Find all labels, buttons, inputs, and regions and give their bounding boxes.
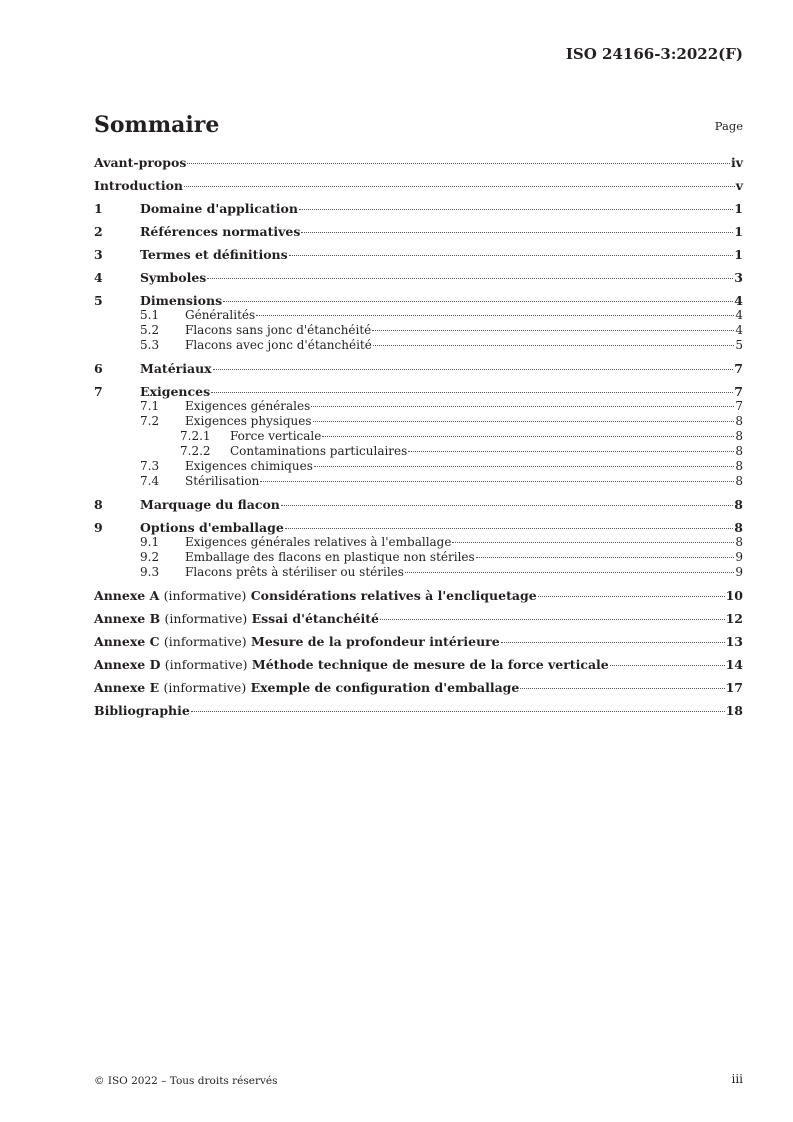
toc-entry-9-2[interactable]: [94, 550, 743, 565]
toc-entry-5[interactable]: [94, 293, 743, 308]
dot-leader: [520, 688, 724, 689]
toc-entry-4[interactable]: [94, 270, 743, 285]
toc-entry-label: [94, 634, 500, 649]
dot-leader: [211, 392, 733, 393]
toc-entry-6[interactable]: [94, 361, 743, 376]
annex-title: Méthode technique de mesure de la force verticale: [251, 657, 609, 672]
dot-leader: [281, 505, 733, 506]
dot-leader: [405, 572, 734, 573]
toc-entry-page: 8: [735, 429, 743, 443]
dot-leader: [501, 642, 725, 643]
toc-entry-page: 18: [725, 703, 743, 718]
dot-leader: [207, 278, 733, 279]
toc-entry-label: Bibliographie: [94, 703, 190, 718]
toc-entry-annex-a[interactable]: [94, 588, 743, 603]
toc-entry-page: 13: [725, 634, 743, 649]
toc-entry-9-3[interactable]: [94, 565, 743, 580]
toc-entry-page: 8: [735, 474, 743, 488]
toc-entry-page: 8: [734, 520, 743, 535]
dot-leader: [452, 542, 734, 543]
toc-entry-3[interactable]: [94, 247, 743, 262]
toc-entry-page: 4: [734, 293, 743, 308]
toc-entry-number: 6: [94, 361, 103, 376]
annex-label: Annexe A: [94, 588, 160, 603]
dot-leader: [260, 481, 734, 482]
annex-label: Annexe C: [94, 634, 160, 649]
toc-entry-page: 8: [735, 444, 743, 458]
toc-entry-7-2[interactable]: [94, 414, 743, 429]
toc-entry-label: Options d'emballage: [140, 520, 284, 535]
toc-entry-page: 8: [735, 535, 743, 549]
annex-label: Annexe B: [94, 611, 161, 626]
toc-entry-annex-e[interactable]: [94, 680, 743, 695]
toc-entry-number: 7.2.1: [180, 429, 211, 443]
toc-entry-page: 14: [725, 657, 743, 672]
dot-leader: [476, 557, 735, 558]
dot-leader: [373, 345, 735, 346]
toc-entry-8[interactable]: [94, 497, 743, 512]
toc-entry-number: 7.1: [140, 399, 160, 413]
toc-entry-label: Flacons sans jonc d'étanchéité: [185, 323, 372, 337]
toc-entry-7[interactable]: [94, 384, 743, 399]
table-of-contents: [94, 155, 743, 718]
toc-entry-page: 8: [734, 497, 743, 512]
toc-entry-number: 9.2: [140, 550, 160, 564]
toc-entry-label: Exigences physiques: [185, 414, 312, 428]
toc-entry-label: Références normatives: [140, 224, 301, 239]
toc-entry-introduction[interactable]: [94, 178, 743, 193]
toc-entry-label: [94, 657, 609, 672]
annex-qualifier: (informative): [163, 588, 247, 603]
dot-leader: [299, 209, 733, 210]
toc-entry-foreword[interactable]: [94, 155, 743, 170]
toc-entry-number: 5.3: [140, 338, 160, 352]
toc-entry-label: Exigences chimiques: [185, 459, 313, 473]
toc-entry-number: 2: [94, 224, 103, 239]
toc-entry-page: v: [735, 178, 743, 193]
toc-entry-label: Flacons avec jonc d'étanchéité: [185, 338, 372, 352]
toc-entry-7-4[interactable]: [94, 474, 743, 489]
dot-leader: [223, 301, 733, 302]
toc-entry-page: 7: [735, 399, 743, 413]
toc-entry-1[interactable]: [94, 201, 743, 216]
toc-entry-5-2[interactable]: [94, 323, 743, 338]
toc-entry-page: 1: [734, 224, 743, 239]
dot-leader: [538, 596, 725, 597]
toc-entry-page: 7: [734, 361, 743, 376]
toc-entry-label: [94, 611, 379, 626]
toc-entry-number: 5: [94, 293, 103, 308]
toc-entry-page: 7: [734, 384, 743, 399]
dot-leader: [285, 528, 733, 529]
dot-leader: [610, 665, 725, 666]
dot-leader: [322, 436, 734, 437]
dot-leader: [184, 186, 735, 187]
toc-entry-page: 12: [725, 611, 743, 626]
toc-entry-number: 1: [94, 201, 103, 216]
footer-copyright: © ISO 2022 – Tous droits réservés: [94, 1075, 278, 1087]
toc-entry-label: Contaminations particulaires: [230, 444, 408, 458]
dot-leader: [191, 711, 725, 712]
dot-leader: [408, 451, 734, 452]
dot-leader: [187, 163, 730, 164]
toc-entry-page: 17: [725, 680, 743, 695]
toc-entry-number: 7.2: [140, 414, 160, 428]
toc-entry-page: 10: [725, 588, 743, 603]
toc-entry-label: Flacons prêts à stériliser ou stériles: [185, 565, 404, 579]
dot-leader: [289, 255, 734, 256]
document-id: ISO 24166-3:2022(F): [565, 45, 743, 63]
annex-qualifier: (informative): [164, 611, 248, 626]
dot-leader: [372, 330, 734, 331]
dot-leader: [314, 466, 735, 467]
toc-entry-5-1[interactable]: [94, 308, 743, 323]
annex-title: Essai d'étanchéité: [251, 611, 380, 626]
toc-entry-label: Symboles: [140, 270, 207, 285]
toc-entry-label: Généralités: [185, 308, 256, 322]
toc-entry-5-3[interactable]: [94, 338, 743, 353]
toc-entry-annex-b[interactable]: [94, 611, 743, 626]
toc-entry-label: Termes et définitions: [140, 247, 288, 262]
page-column-label: Page: [714, 119, 743, 133]
annex-label: Annexe D: [94, 657, 161, 672]
toc-entry-page: 1: [734, 247, 743, 262]
dot-leader: [380, 619, 725, 620]
toc-entry-page: 8: [735, 414, 743, 428]
annex-title: Exemple de configuration d'emballage: [250, 680, 520, 695]
toc-entry-label: Force verticale: [230, 429, 322, 443]
toc-entry-page: 4: [735, 323, 743, 337]
toc-entry-annex-c[interactable]: [94, 634, 743, 649]
toc-entry-number: 8: [94, 497, 103, 512]
toc-entry-number: 7: [94, 384, 103, 399]
toc-entry-number: 5.2: [140, 323, 160, 337]
toc-entry-number: 9: [94, 520, 103, 535]
dot-leader: [313, 421, 735, 422]
toc-entry-bibliography[interactable]: [94, 703, 743, 718]
toc-title: Sommaire: [94, 112, 220, 138]
toc-entry-9-1[interactable]: [94, 535, 743, 550]
toc-entry-page: 4: [735, 308, 743, 322]
footer-page-number: iii: [731, 1072, 743, 1086]
toc-entry-page: 9: [735, 550, 743, 564]
toc-entry-label: Emballage des flacons en plastique non stériles: [185, 550, 475, 564]
annex-title: Mesure de la profondeur intérieure: [250, 634, 500, 649]
toc-entry-7-2-2[interactable]: [94, 444, 743, 459]
toc-entry-page: 9: [735, 565, 743, 579]
dot-leader: [256, 315, 734, 316]
toc-entry-number: 7.4: [140, 474, 160, 488]
annex-label: Annexe E: [94, 680, 160, 695]
toc-entry-label: Domaine d'application: [140, 201, 298, 216]
toc-entry-number: 5.1: [140, 308, 160, 322]
dot-leader: [213, 369, 734, 370]
toc-entry-label: Marquage du flacon: [140, 497, 280, 512]
toc-entry-7-3[interactable]: [94, 459, 743, 474]
toc-entry-label: Exigences générales relatives à l'emballage: [185, 535, 452, 549]
toc-entry-number: 7.2.2: [180, 444, 211, 458]
annex-qualifier: (informative): [163, 680, 247, 695]
annex-qualifier: (informative): [163, 634, 247, 649]
annex-title: Considérations relatives à l'encliquetage: [250, 588, 537, 603]
toc-entry-label: [94, 588, 537, 603]
toc-entry-page: 5: [735, 338, 743, 352]
toc-entry-label: Matériaux: [140, 361, 212, 376]
toc-entry-label: Avant-propos: [94, 155, 187, 170]
toc-entry-number: 7.3: [140, 459, 160, 473]
toc-entry-label: Exigences générales: [185, 399, 311, 413]
toc-entry-page: 3: [734, 270, 743, 285]
annex-qualifier: (informative): [164, 657, 248, 672]
toc-entry-number: 3: [94, 247, 103, 262]
toc-entry-label: Introduction: [94, 178, 184, 193]
toc-entry-label: Exigences: [140, 384, 211, 399]
toc-entry-9[interactable]: [94, 520, 743, 535]
toc-entry-page: iv: [730, 155, 743, 170]
toc-entry-7-2-1[interactable]: [94, 429, 743, 444]
toc-entry-label: Dimensions: [140, 293, 223, 308]
toc-entry-number: 9.3: [140, 565, 160, 579]
toc-entry-number: 9.1: [140, 535, 160, 549]
toc-entry-label: Stérilisation: [185, 474, 260, 488]
toc-entry-label: [94, 680, 519, 695]
toc-entry-7-1[interactable]: [94, 399, 743, 414]
toc-entry-number: 4: [94, 270, 103, 285]
toc-entry-annex-d[interactable]: [94, 657, 743, 672]
toc-entry-page: 1: [734, 201, 743, 216]
toc-entry-2[interactable]: [94, 224, 743, 239]
dot-leader: [311, 406, 734, 407]
toc-entry-page: 8: [735, 459, 743, 473]
dot-leader: [301, 232, 733, 233]
